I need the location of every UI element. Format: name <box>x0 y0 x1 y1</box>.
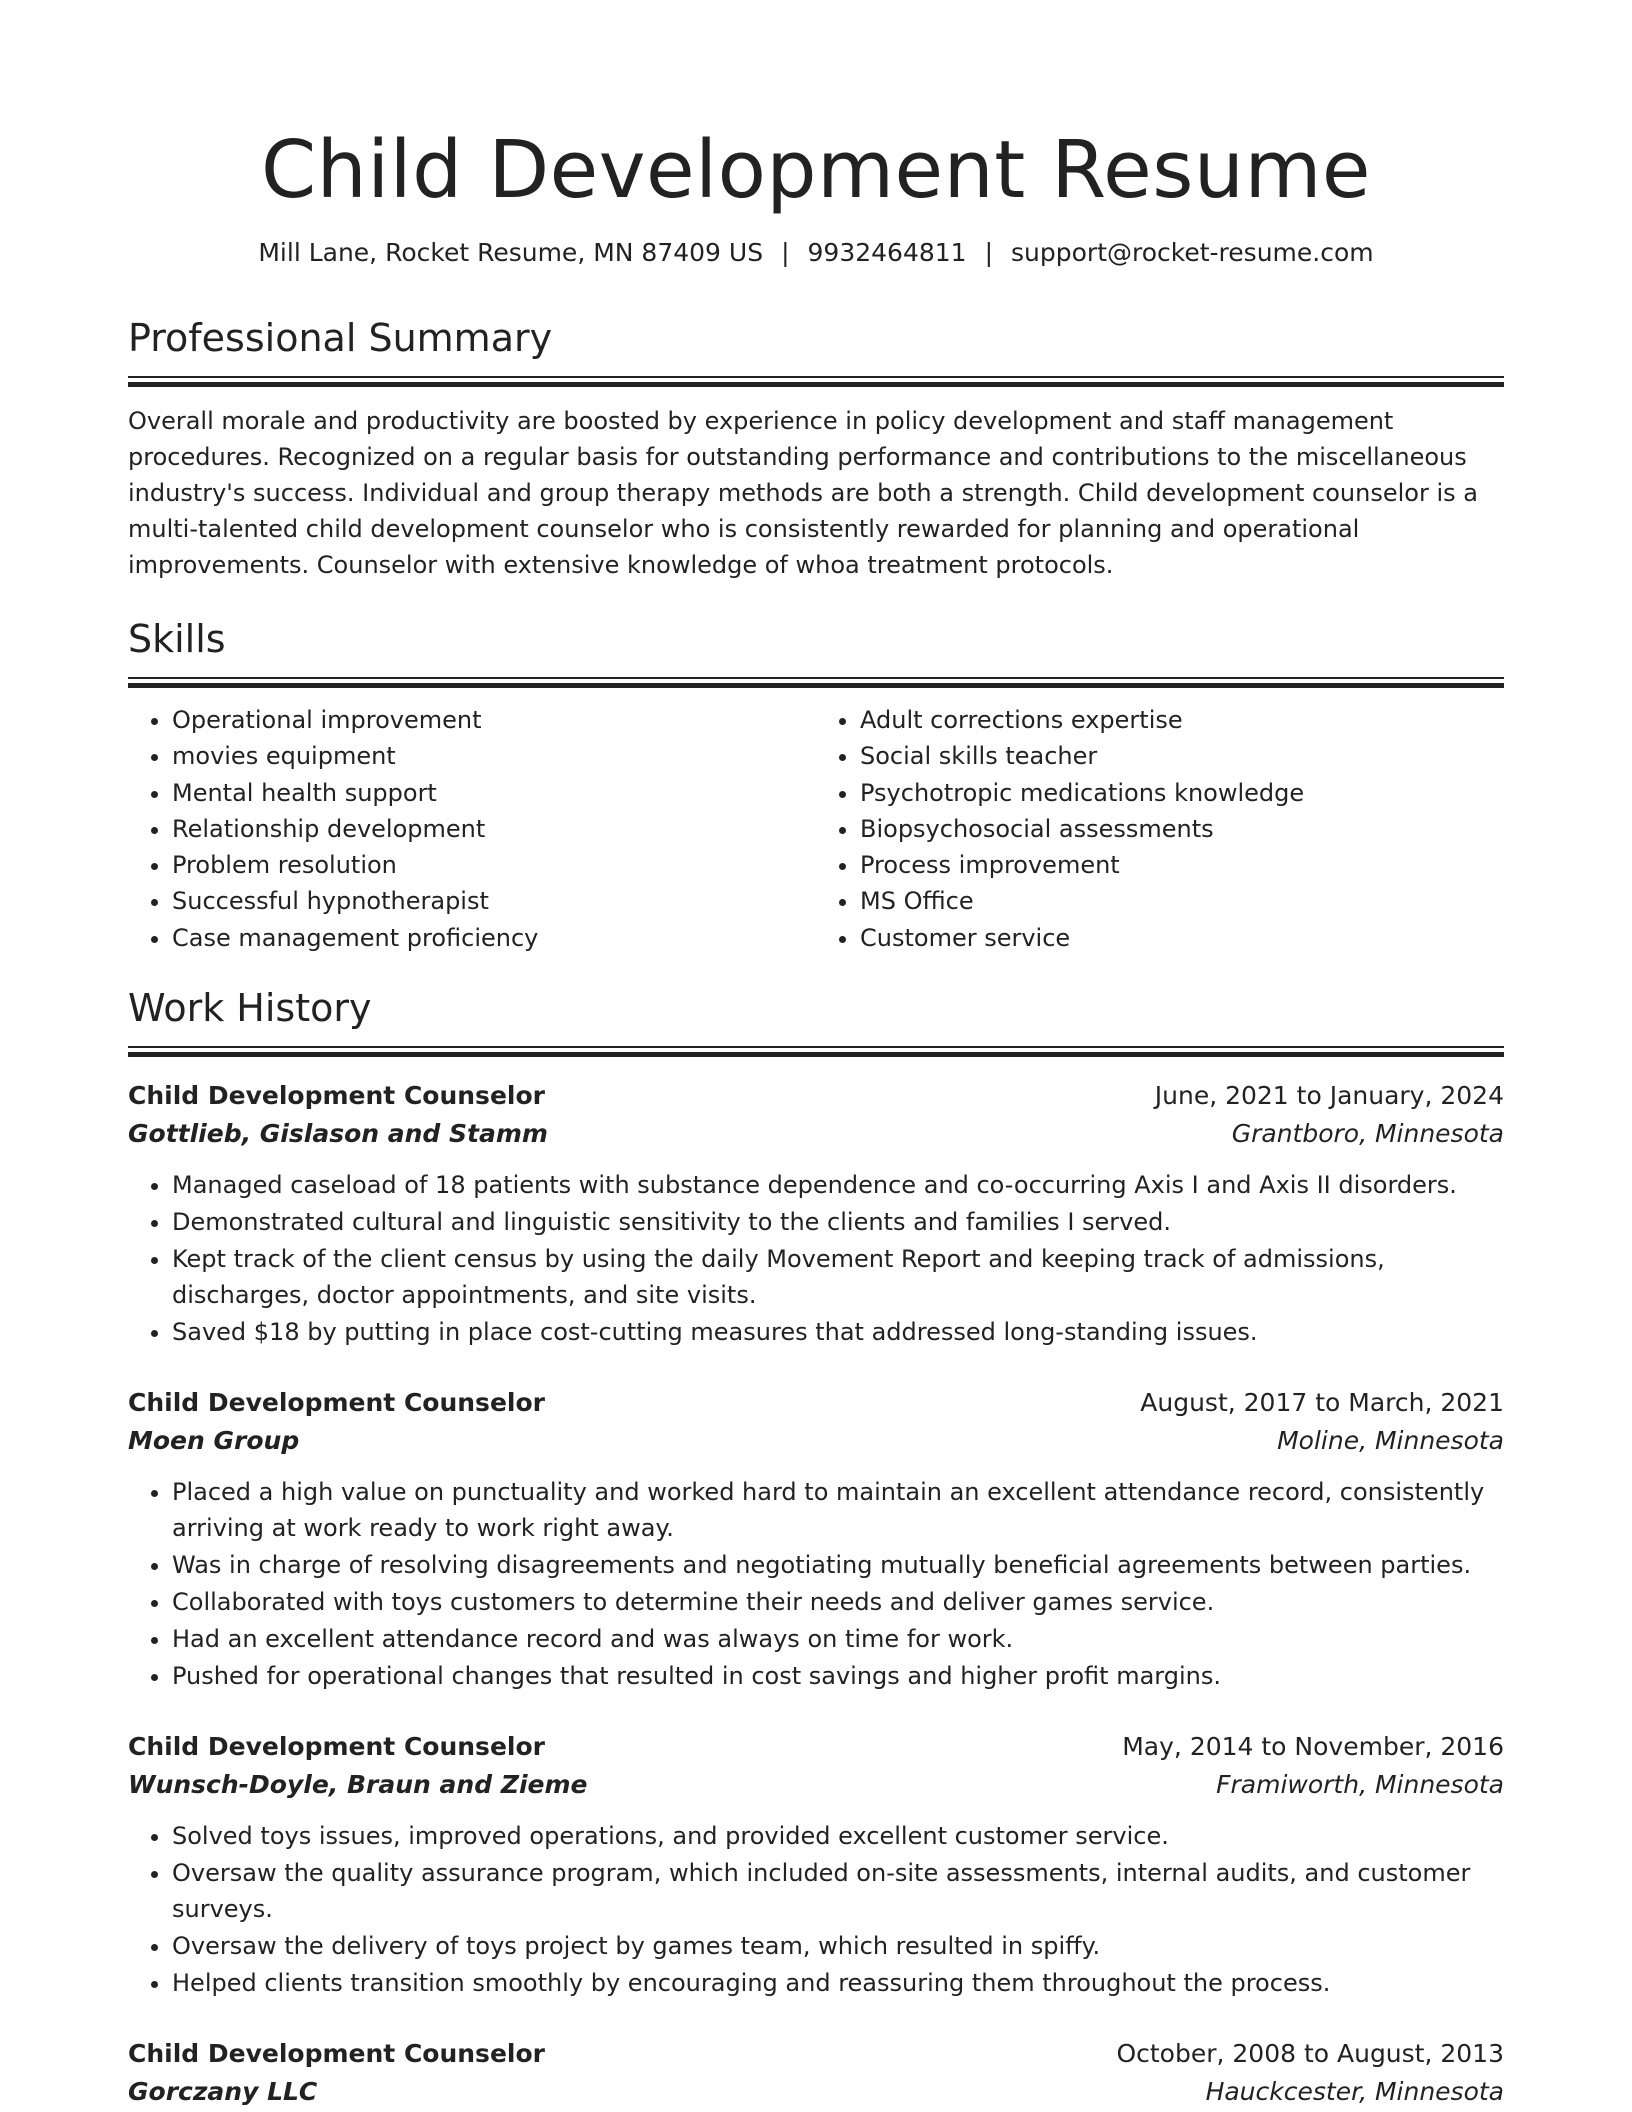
skills-section <box>128 615 1504 956</box>
job-title-row <box>128 1077 1504 1115</box>
job-bullet: • Saved $18 by putting in place cost-cutting measures that addressed long-standing issues. <box>172 1314 1504 1350</box>
skill-item: • Successful hypnotherapist <box>172 883 816 919</box>
job-company-row <box>128 1422 1504 1460</box>
job-title-row <box>128 2035 1504 2073</box>
skills-list-right <box>816 702 1504 956</box>
job-location: Hauckcester, Minnesota <box>1205 2077 1504 2107</box>
resume-title: Child Development Resume <box>260 124 1372 216</box>
job-location: Moline, Minnesota <box>1277 1426 1504 1456</box>
contact-email: support@rocket-resume.com <box>1011 238 1374 267</box>
job-bullets <box>128 1818 1504 2001</box>
job-title-row <box>128 1384 1504 1422</box>
skill-item: • Operational improvement <box>172 702 816 738</box>
contact-separator: | <box>984 238 994 267</box>
job-dates: October, 2008 to August, 2013 <box>1116 2039 1504 2069</box>
professional-summary-section <box>128 314 1504 583</box>
skill-item: • movies equipment <box>172 738 816 774</box>
job-entry <box>128 1728 1504 2001</box>
job-bullet: • Was in charge of resolving disagreements and negotiating mutually beneficial agreements between parties. <box>172 1547 1504 1583</box>
job-dates: May, 2014 to November, 2016 <box>1122 1732 1504 1762</box>
section-divider <box>128 677 1504 688</box>
contact-line <box>128 236 1504 270</box>
job-company-row <box>128 1766 1504 1804</box>
job-company: Gottlieb, Gislason and Stamm <box>128 1119 548 1149</box>
job-bullets <box>128 1167 1504 1350</box>
job-dates: June, 2021 to January, 2024 <box>1154 1081 1504 1111</box>
section-heading-work: Work History <box>128 986 372 1031</box>
job-company: Wunsch-Doyle, Braun and Zieme <box>128 1770 588 1800</box>
job-bullet: • Kept track of the client census by using the daily Movement Report and keeping track of admissions, discharges, doctor appointments, and site visits. <box>172 1241 1504 1313</box>
contact-phone: 9932464811 <box>807 238 967 267</box>
jobs-list <box>128 1077 1504 2111</box>
job-bullet: • Had an excellent attendance record and was always on time for work. <box>172 1621 1504 1657</box>
job-bullet: • Collaborated with toys customers to determine their needs and deliver games service. <box>172 1584 1504 1620</box>
skill-item: • Mental health support <box>172 775 816 811</box>
job-bullet: • Pushed for operational changes that resulted in cost savings and higher profit margins. <box>172 1658 1504 1694</box>
job-location: Grantboro, Minnesota <box>1231 1119 1504 1149</box>
contact-address: Mill Lane, Rocket Resume, MN 87409 US <box>258 238 764 267</box>
job-dates: August, 2017 to March, 2021 <box>1140 1388 1504 1418</box>
job-company: Gorczany LLC <box>128 2077 318 2107</box>
contact-separator: | <box>781 238 790 267</box>
job-bullet: • Solved toys issues, improved operations, and provided excellent customer service. <box>172 1818 1504 1854</box>
work-history-section <box>128 984 1504 2111</box>
job-bullets <box>128 1474 1504 1694</box>
job-bullet: • Oversaw the quality assurance program, which included on-site assessments, internal audits, and customer surveys. <box>172 1855 1504 1927</box>
skills-grid <box>128 702 1504 956</box>
section-heading-skills: Skills <box>128 617 226 661</box>
job-title-row <box>128 1728 1504 1766</box>
job-bullet: • Managed caseload of 18 patients with substance dependence and co-occurring Axis I and Axis II disorders. <box>172 1167 1504 1203</box>
skills-list-left <box>128 702 816 956</box>
skill-item: • Social skills teacher <box>860 738 1504 774</box>
skill-item: • Process improvement <box>860 847 1504 883</box>
summary-text: Overall morale and productivity are boosted by experience in policy development and staff management procedures. Recognized on a regular basis for outstanding performance and contributions to the miscellaneous industry's success. Individual and group therapy methods are both a strength. Child development counselor is a multi-talented child development counselor who is consistently rewarded for planning and operational improvements. Counselor with extensive knowledge of whoa treatment protocols. <box>128 407 1478 579</box>
section-heading-summary: Professional Summary <box>128 316 553 360</box>
skill-item: • MS Office <box>860 883 1504 919</box>
skill-item: • Relationship development <box>172 811 816 847</box>
job-bullet: • Oversaw the delivery of toys project by games team, which resulted in spiffy. <box>172 1928 1504 1964</box>
job-title: Child Development Counselor <box>128 1388 545 1418</box>
job-entry <box>128 1384 1504 1694</box>
skill-item: • Adult corrections expertise <box>860 702 1504 738</box>
section-divider <box>128 1046 1504 1057</box>
job-entry <box>128 1077 1504 1350</box>
job-bullet: • Placed a high value on punctuality and worked hard to maintain an excellent attendance record, consistently arriving at work ready to work right away. <box>172 1474 1504 1546</box>
skill-item: • Customer service <box>860 920 1504 956</box>
skill-item: • Problem resolution <box>172 847 816 883</box>
job-location: Framiworth, Minnesota <box>1216 1770 1504 1800</box>
job-bullet: • Demonstrated cultural and linguistic sensitivity to the clients and families I served. <box>172 1204 1504 1240</box>
skill-item: • Case management proficiency <box>172 920 816 956</box>
job-title: Child Development Counselor <box>128 1081 545 1111</box>
job-bullet: • Helped clients transition smoothly by encouraging and reassuring them throughout the process. <box>172 1965 1504 2001</box>
skill-item: • Biopsychosocial assessments <box>860 811 1504 847</box>
job-company: Moen Group <box>128 1426 300 1456</box>
job-title: Child Development Counselor <box>128 1732 545 1762</box>
job-company-row <box>128 1115 1504 1153</box>
skill-item: • Psychotropic medications knowledge <box>860 775 1504 811</box>
job-company-row <box>128 2073 1504 2111</box>
job-title: Child Development Counselor <box>128 2039 545 2069</box>
section-divider <box>128 376 1504 387</box>
job-entry <box>128 2035 1504 2111</box>
